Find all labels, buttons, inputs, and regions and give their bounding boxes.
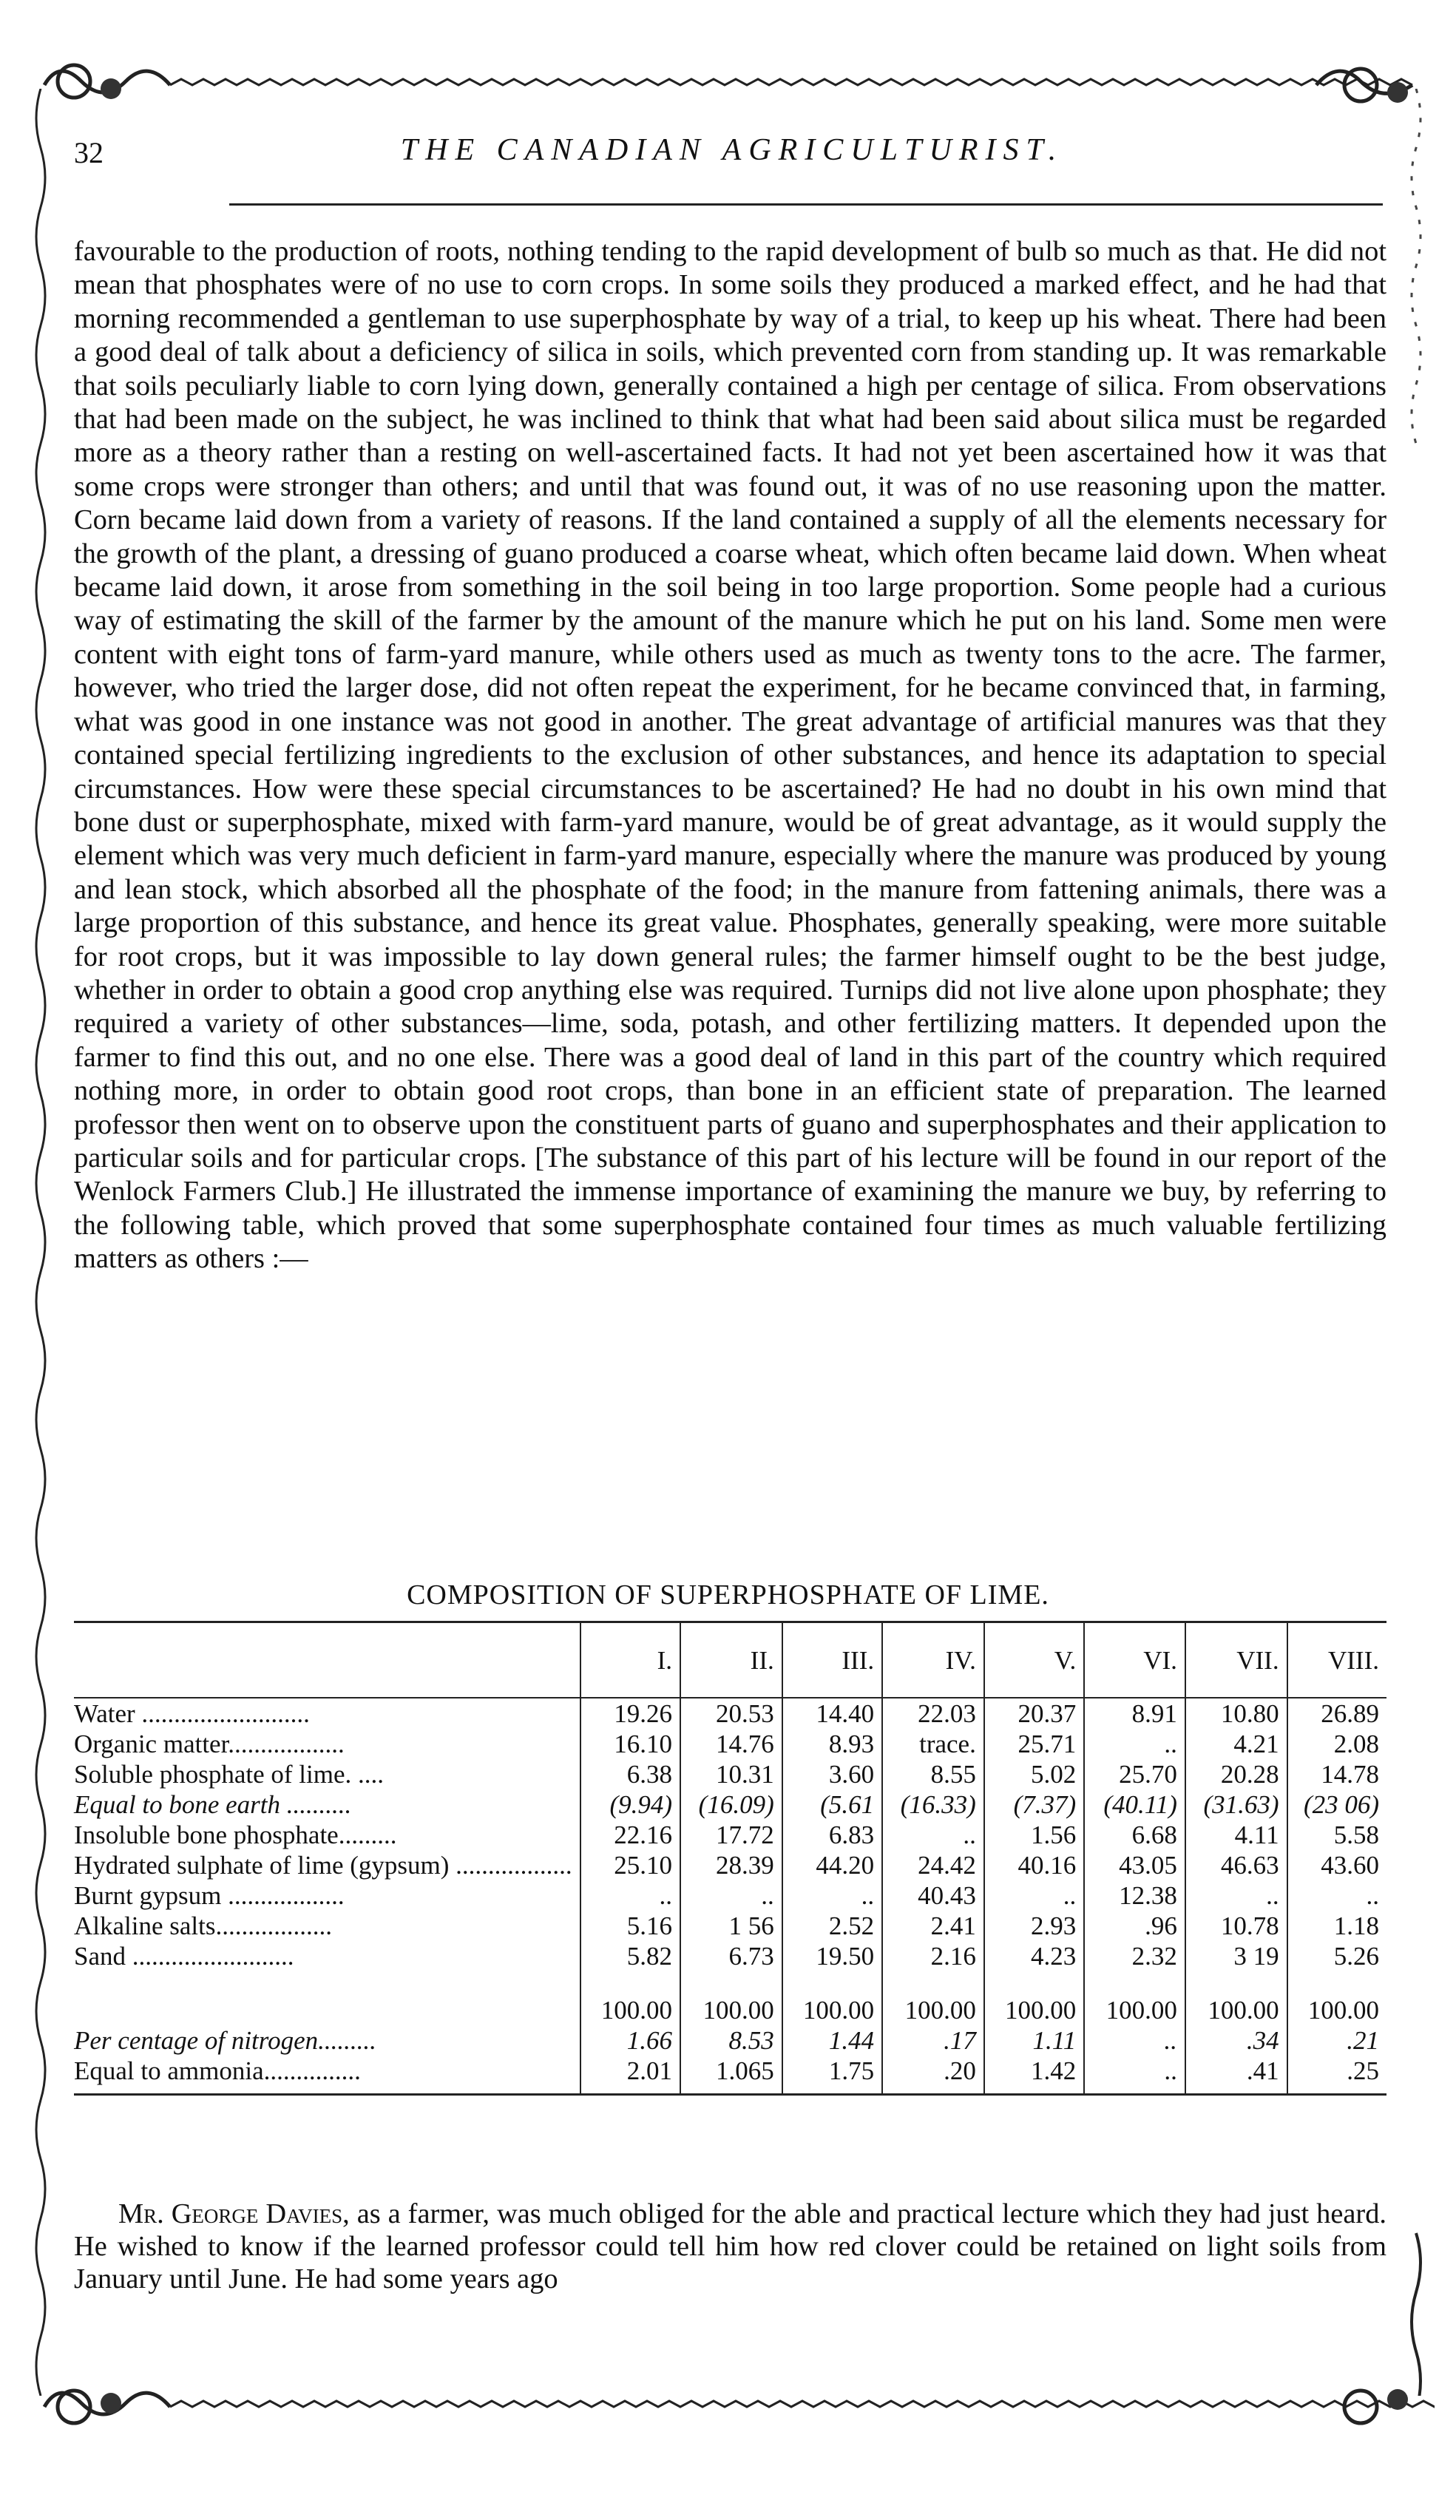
row-label: Equal to bone earth .......... — [74, 1790, 352, 1819]
table-cell: 25.71 — [984, 1729, 1084, 1759]
table-cell: 8.93 — [782, 1729, 882, 1759]
table-cell: 24.42 — [882, 1850, 984, 1880]
table-cell: (5.61 — [782, 1789, 882, 1820]
table-row — [74, 1820, 1386, 1850]
table-row — [74, 1698, 1386, 1729]
table-cell: .21 — [1287, 2025, 1386, 2056]
table-row — [74, 1850, 1386, 1880]
table-cell: 5.82 — [580, 1941, 680, 1971]
table-cell: 43.05 — [1084, 1850, 1185, 1880]
decorative-vine-border-top — [30, 52, 1435, 118]
decorative-vine-border-left — [22, 89, 59, 2396]
row-label: Soluble phosphate of lime. .... — [74, 1760, 384, 1789]
table-cell: 100.00 — [680, 1971, 782, 2025]
table-cell: 40.43 — [882, 1880, 984, 1911]
column-header: III. — [782, 1622, 882, 1698]
table-cell: 1.44 — [782, 2025, 882, 2056]
table-cell: 28.39 — [680, 1850, 782, 1880]
column-header: II. — [680, 1622, 782, 1698]
table-cell: 1.75 — [782, 2056, 882, 2095]
table-cell: (40.11) — [1084, 1789, 1185, 1820]
table-cell: 100.00 — [882, 1971, 984, 2025]
running-title: THE CANADIAN AGRICULTURIST. — [400, 133, 1064, 167]
table-cell: 25.70 — [1084, 1759, 1185, 1789]
table-cell: 2.08 — [1287, 1729, 1386, 1759]
table-cell: 2.01 — [580, 2056, 680, 2095]
table-cell: 100.00 — [1185, 1971, 1287, 2025]
table-cell: 5.58 — [1287, 1820, 1386, 1850]
table-cell: 14.40 — [782, 1698, 882, 1729]
table-cell: 100.00 — [984, 1971, 1084, 2025]
table-cell: .. — [984, 1880, 1084, 1911]
row-label: Alkaline salts.................. — [74, 1911, 332, 1940]
table-cell: .. — [1287, 1880, 1386, 1911]
row-label: Sand ......................... — [74, 1942, 294, 1971]
table-cell: 2.32 — [1084, 1941, 1185, 1971]
table-cell: 20.28 — [1185, 1759, 1287, 1789]
table-cell: 4.23 — [984, 1941, 1084, 1971]
table-cell: 16.10 — [580, 1729, 680, 1759]
table-cell: .. — [1084, 2025, 1185, 2056]
table-row — [74, 1729, 1386, 1759]
table-cell: .. — [680, 1880, 782, 1911]
table-cell: 1.11 — [984, 2025, 1084, 2056]
table-cell: 8.53 — [680, 2025, 782, 2056]
table-row — [74, 2056, 1386, 2095]
table-cell: 44.20 — [782, 1850, 882, 1880]
table-cell: 12.38 — [1084, 1880, 1185, 1911]
table-cell: 14.78 — [1287, 1759, 1386, 1789]
table-cell: .. — [580, 1880, 680, 1911]
table-row — [74, 1911, 1386, 1941]
table-title: COMPOSITION OF SUPERPHOSPHATE OF LIME. — [407, 1579, 1049, 1610]
composition-table-container — [74, 1621, 1386, 2096]
table-cell: 43.60 — [1287, 1850, 1386, 1880]
row-label: Organic matter.................. — [74, 1730, 345, 1758]
table-cell: 6.38 — [580, 1759, 680, 1789]
table-cell: 5.02 — [984, 1759, 1084, 1789]
table-cell: 2.16 — [882, 1941, 984, 1971]
table-cell: 1.065 — [680, 2056, 782, 2095]
column-header: VI. — [1084, 1622, 1185, 1698]
table-cell: .. — [1084, 2056, 1185, 2095]
table-cell: 5.16 — [580, 1911, 680, 1941]
column-header: VII. — [1185, 1622, 1287, 1698]
table-cell: trace. — [882, 1729, 984, 1759]
table-cell: 1.42 — [984, 2056, 1084, 2095]
table-cell: .. — [882, 1820, 984, 1850]
closing-paragraph — [74, 2198, 1386, 2295]
table-cell: 2.41 — [882, 1911, 984, 1941]
table-cell: 22.16 — [580, 1820, 680, 1850]
table-cell: (9.94) — [580, 1789, 680, 1820]
table-cell: 10.80 — [1185, 1698, 1287, 1729]
table-cell: (16.33) — [882, 1789, 984, 1820]
table-cell: 3.60 — [782, 1759, 882, 1789]
page-header — [74, 129, 1390, 174]
table-cell: 20.53 — [680, 1698, 782, 1729]
table-row — [74, 2025, 1386, 2056]
row-label: Equal to ammonia............... — [74, 2056, 580, 2095]
table-cell: 8.55 — [882, 1759, 984, 1789]
table-cell: 1.56 — [984, 1820, 1084, 1850]
composition-table — [74, 1621, 1386, 2096]
column-header: I. — [580, 1622, 680, 1698]
decorative-vine-border-right — [1398, 89, 1435, 2396]
row-label: Water .......................... — [74, 1699, 310, 1728]
row-label: Insoluble bone phosphate......... — [74, 1820, 397, 1849]
table-cell: 6.68 — [1084, 1820, 1185, 1850]
column-header: V. — [984, 1622, 1084, 1698]
table-cell: .96 — [1084, 1911, 1185, 1941]
table-cell: 14.76 — [680, 1729, 782, 1759]
table-header-row — [74, 1622, 1386, 1698]
table-cell: 26.89 — [1287, 1698, 1386, 1729]
row-label-header — [74, 1622, 580, 1698]
table-cell: 4.11 — [1185, 1820, 1287, 1850]
column-header: IV. — [882, 1622, 984, 1698]
table-cell: 19.50 — [782, 1941, 882, 1971]
table-cell: .41 — [1185, 2056, 1287, 2095]
header-rule — [229, 203, 1383, 206]
decorative-vine-border-bottom — [30, 2374, 1435, 2440]
table-row — [74, 1941, 1386, 1971]
table-cell: 17.72 — [680, 1820, 782, 1850]
table-row — [74, 1759, 1386, 1789]
table-cell: 1.66 — [580, 2025, 680, 2056]
table-cell: .20 — [882, 2056, 984, 2095]
table-cell: 6.83 — [782, 1820, 882, 1850]
table-cell: 19.26 — [580, 1698, 680, 1729]
table-cell: (23 06) — [1287, 1789, 1386, 1820]
table-cell: 100.00 — [1287, 1971, 1386, 2025]
table-body — [74, 1698, 1386, 2095]
table-row — [74, 1971, 1386, 2025]
table-cell: .17 — [882, 2025, 984, 2056]
speaker-name: Mr. George Davies, — [118, 2198, 350, 2229]
table-cell: 25.10 — [580, 1850, 680, 1880]
table-cell: 1.18 — [1287, 1911, 1386, 1941]
table-cell: 10.78 — [1185, 1911, 1287, 1941]
row-label: Hydrated sulphate of lime (gypsum) .................. — [74, 1851, 572, 1880]
table-cell: 100.00 — [782, 1971, 882, 2025]
table-cell: 1 56 — [680, 1911, 782, 1941]
table-cell: .34 — [1185, 2025, 1287, 2056]
table-cell: 40.16 — [984, 1850, 1084, 1880]
table-cell: .. — [782, 1880, 882, 1911]
table-cell: 3 19 — [1185, 1941, 1287, 1971]
table-cell: 6.73 — [680, 1941, 782, 1971]
table-cell: 2.93 — [984, 1911, 1084, 1941]
table-cell: 5.26 — [1287, 1941, 1386, 1971]
table-cell: .. — [1185, 1880, 1287, 1911]
closing-text: as a farmer, was much obliged for the able and practical lecture which they had just heard. He wished to know if the learned professor could tell him how red clover could be retained on light soils from January until June. He had some years ago — [74, 2198, 1386, 2294]
table-cell: 2.52 — [782, 1911, 882, 1941]
table-cell: .. — [1084, 1729, 1185, 1759]
table-cell: 8.91 — [1084, 1698, 1185, 1729]
table-cell: 20.37 — [984, 1698, 1084, 1729]
table-row — [74, 1789, 1386, 1820]
row-label: Per centage of nitrogen......... — [74, 2026, 376, 2055]
table-cell: 100.00 — [1084, 1971, 1185, 2025]
table-row — [74, 1880, 1386, 1911]
page-number: 32 — [74, 136, 104, 169]
table-cell: 22.03 — [882, 1698, 984, 1729]
table-cell: (31.63) — [1185, 1789, 1287, 1820]
table-cell: (7.37) — [984, 1789, 1084, 1820]
table-cell: (16.09) — [680, 1789, 782, 1820]
body-paragraph: favourable to the production of roots, nothing tending to the rapid development of bulb so much as that. He did not mean that phosphates were of no use to corn crops. In some soils they produced a marked effect, and he had that morning recommended a gentleman to use superphosphate by way of a trial, to keep up his wheat. There had been a good deal of talk about a deficiency of silica in soils, which prevented corn from standing up. It was remarkable that soils peculiarly liable to corn lying down, generally contained a high per centage of silica. From observations that had been made on the subject, he was inclined to think that what had been said about silica must be regarded more as a theory rather than a resting on well-ascertained facts. It had not yet been ascertained how it was that some crops were stronger than others; and until that was found out, it was of no use reasoning upon the matter. Corn became laid down from a variety of reasons. If the land contained a supply of all the elements necessary for the growth of the plant, a dressing of guano produced a coarse wheat, which often became laid down. When wheat became laid down, it arose from something in the soil being in too large proportion. Some people had a curious way of estimating the skill of the farmer by the amount of the manure which he put on his land. Some men were content with eight tons of farm-yard manure, while others used as much as twenty tons to the acre. The farmer, however, who tried the larger dose, did not often repeat the experiment, for he became convinced that, in farming, what was good in one instance was not good in another. The great advantage of artificial manures was that they contained special fertilizing ingredients to the exclusion of other substances, and hence its adaptation to special circumstances. How were these special circumstances to be ascertained? He had no doubt in his own mind that bone dust or superphosphate, mixed with farm-yard manure, would be of great advantage, as it would supply the element which was very much deficient in farm-yard manure, especially where the manure was produced by young and lean stock, which absorbed all the phosphate of the food; in the manure from fattening animals, there was a large proportion of this substance, and hence its great value. Phosphates, generally speaking, were more suitable for root crops, but it was impossible to lay down general rules; the farmer himself ought to be the best judge, whether in order to obtain a good crop anything else was required. Turnips did not live alone upon phosphate; they required a variety of other substances—lime, soda, potash, and other fertilizing matters. It depended upon the farmer to find this out, and no one else. There was a good deal of land in this part of the country which required nothing more, in order to obtain good root crops, than bone in an efficient state of preparation. The learned professor then went on to observe upon the constituent parts of guano and superphosphates and their application to particular soils and for particular crops. [The substance of this part of his lecture will be found in our report of the Wenlock Farmers Club.] He illustrated the immense importance of examining the manure we buy, by referring to the following table, which proved that some superphosphate contained four times as much valuable fertilizing matters as others :— — [74, 236, 1386, 1275]
row-label: Burnt gypsum .................. — [74, 1881, 345, 1910]
row-label — [74, 1971, 580, 2025]
body-text — [74, 235, 1386, 1276]
table-cell: 46.63 — [1185, 1850, 1287, 1880]
table-cell: 100.00 — [580, 1971, 680, 2025]
table-cell: 4.21 — [1185, 1729, 1287, 1759]
table-cell: .25 — [1287, 2056, 1386, 2095]
table-cell: 10.31 — [680, 1759, 782, 1789]
column-header: VIII. — [1287, 1622, 1386, 1698]
